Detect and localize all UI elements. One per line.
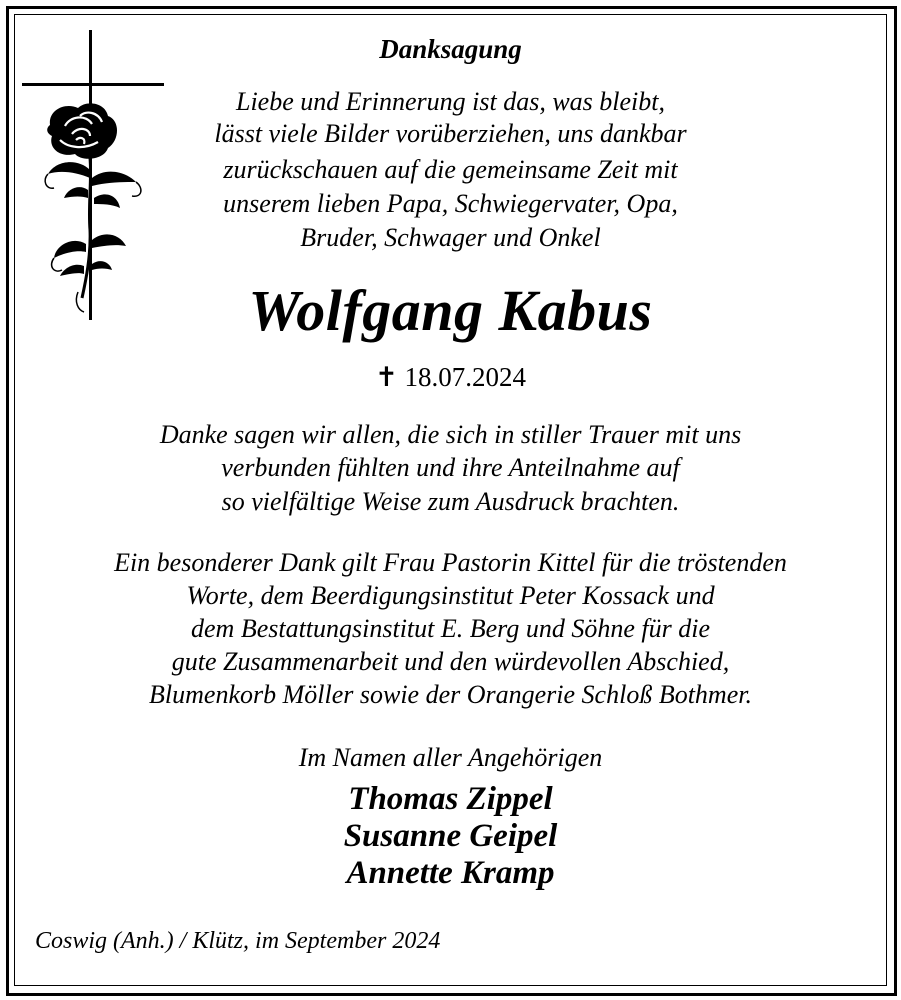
verse-line-1: Liebe und Erinnerung ist das, was bleibt, (236, 87, 665, 116)
closing-line: Im Namen aller Angehörigen (298, 743, 603, 772)
signer-name: Annette Kramp (346, 855, 555, 891)
heading: Danksagung (379, 34, 522, 64)
thanks-line-2: verbunden fühlten und ihre Anteilnahme auf (221, 453, 680, 482)
thanks-line-3: so vielfältige Weise zum Ausdruck brachten. (221, 487, 680, 516)
verse-line-4: unserem lieben Papa, Schwiegervater, Opa, (223, 189, 678, 218)
death-date-line (0, 362, 901, 393)
special-thanks-line-3: dem Bestattungsinstitut E. Berg und Söhne für die (191, 614, 710, 643)
special-thanks-line-1: Ein besonderer Dank gilt Frau Pastorin Kittel für die tröstenden (114, 548, 787, 577)
special-thanks-line-4: gute Zusammenarbeit und den würdevollen Abschied, (171, 647, 730, 676)
death-date: 18.07.2024 (404, 362, 526, 392)
special-thanks-line-2: Worte, dem Beerdigungsinstitut Peter Kossack und (186, 581, 715, 610)
death-cross-icon: ✝ (375, 362, 398, 392)
verse-line-3: zurückschauen auf die gemeinsame Zeit mit (223, 155, 678, 184)
signer-name: Thomas Zippel (348, 781, 553, 817)
deceased-name: Wolfgang Kabus (248, 278, 653, 343)
verse-line-5: Bruder, Schwager und Onkel (300, 223, 601, 252)
thanks-line-1: Danke sagen wir allen, die sich in stiller Trauer mit uns (159, 420, 742, 449)
special-thanks-line-5: Blumenkorb Möller sowie der Orangerie Schloß Bothmer. (149, 680, 752, 709)
signer-name: Susanne Geipel (343, 818, 558, 854)
verse-line-2: lässt viele Bilder vorüberziehen, uns dankbar (214, 119, 687, 148)
place-date: Coswig (Anh.) / Klütz, im September 2024 (35, 928, 441, 954)
